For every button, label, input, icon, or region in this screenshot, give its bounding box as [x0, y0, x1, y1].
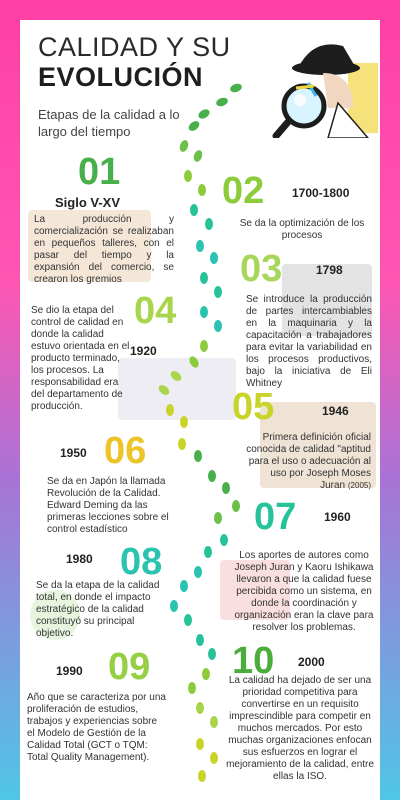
- stage-02-number: 02: [222, 170, 265, 212]
- stage-08-number: 08: [120, 541, 163, 583]
- stage-06-number: 06: [104, 430, 147, 472]
- stage-07-year: 1960: [324, 510, 351, 524]
- stage-04-number: 04: [134, 290, 177, 332]
- stage-08-year: 1980: [66, 552, 93, 566]
- stage-01-number: 01: [78, 151, 121, 193]
- stage-01-text: La producción y comercialización se realizaban en pequeños talleres, con el pasar del tiempo y la expansión del comercio, se crearon los gremios: [34, 214, 174, 285]
- footprint-icon: [196, 702, 204, 714]
- footprint-icon: [194, 450, 202, 462]
- footprint-icon: [205, 218, 213, 230]
- stage-02-year: 1700-1800: [292, 186, 350, 200]
- stage-03-text: Se introduce la producción de partes intercambiables en la maquinaria y la capacitación a trabajadores para evitar la variabilidad en los procesos productivos, bajo la iniciativa de Eli Whitney: [246, 294, 372, 389]
- title-line2: EVOLUCIÓN: [38, 62, 204, 92]
- stage-06-text: Se da en Japón la llamada Revolución de la Calidad. Edward Deming da las primeras lecciones sobre el control estadístico: [47, 476, 169, 535]
- stage-10-year: 2000: [298, 655, 325, 669]
- footprint-icon: [194, 566, 202, 578]
- title-line1: CALIDAD Y SU: [38, 32, 231, 62]
- footprint-icon: [200, 340, 208, 352]
- stage-05-text: [245, 432, 371, 492]
- footprint-icon: [196, 240, 204, 252]
- footprint-icon: [208, 648, 216, 660]
- footprint-icon: [214, 286, 222, 298]
- detective-magnifier-illustration: [268, 28, 378, 138]
- footprint-icon: [198, 184, 206, 196]
- stage-09-number: 09: [108, 646, 151, 688]
- stage-05-note: (2005): [347, 481, 371, 490]
- footprint-icon: [198, 770, 206, 782]
- footprint-icon: [178, 438, 186, 450]
- stage-02-text: Se da la optimización de los procesos: [239, 218, 365, 241]
- footprint-icon: [166, 404, 174, 416]
- footprint-icon: [222, 482, 230, 494]
- footprint-icon: [180, 580, 188, 592]
- stage-09-year: 1990: [56, 664, 83, 678]
- stage-07-text: Los aportes de autores como Joseph Juran y Kaoru Ishikawa llevaron a que la calidad fuese percibida como un sistema, en donde la coordinación y organización eran la clave para resolver los problemas.: [234, 550, 374, 633]
- subtitle: Etapas de la calidad a lo largo del tiempo: [38, 107, 180, 139]
- footprint-icon: [220, 534, 228, 546]
- footprint-icon: [200, 306, 208, 318]
- factory-photo: [118, 358, 236, 420]
- footprint-icon: [214, 320, 222, 332]
- footprint-icon: [184, 614, 192, 626]
- stage-09-text: Año que se caracteriza por una proliferación de estudios, trabajos y experiencias sobre el Modelo de Gestión de la Calidad Total (GCT o TQM: Total Quality Management).: [27, 692, 166, 763]
- footprint-icon: [210, 752, 218, 764]
- footprint-icon: [184, 170, 192, 182]
- footprint-icon: [210, 252, 218, 264]
- footprint-icon: [202, 668, 210, 680]
- stage-07-number: 07: [254, 496, 297, 538]
- stage-01-year: Siglo V-XV: [55, 195, 121, 210]
- footprint-icon: [188, 682, 196, 694]
- footprint-icon: [180, 416, 188, 428]
- footprint-icon: [204, 546, 212, 558]
- footprint-icon: [196, 738, 204, 750]
- footprint-icon: [214, 512, 222, 524]
- stage-03-year: 1798: [316, 263, 343, 277]
- footprint-icon: [190, 204, 198, 216]
- stage-05-number: 05: [232, 386, 275, 428]
- stage-10-number: 10: [232, 640, 275, 682]
- stage-06-year: 1950: [60, 446, 87, 460]
- stage-05-definition: Primera definición oficial conocida de calidad "aptitud para el uso o adecuación al uso por Joseph Moses Juran: [246, 432, 371, 491]
- footprint-icon: [170, 600, 178, 612]
- footprint-icon: [210, 716, 218, 728]
- stage-10-text: La calidad ha dejado de ser una prioridad competitiva para convertirse en un requisito imprescindible para competir en muchos mercados. Por esto muchas organizaciones enfocan sus esfuerzos en lograr el mejoramiento de la calidad, entre ellas la ISO.: [226, 675, 374, 782]
- footprint-icon: [200, 272, 208, 284]
- stage-05-year: 1946: [322, 404, 349, 418]
- stage-08-text: Se da la etapa de la calidad total, en donde el impacto estratégico de la calidad constituyó su principal objetivo.: [36, 580, 160, 639]
- stage-04-text: Se dio la etapa del control de calidad en donde la calidad estuvo orientada en el producto terminado, los procesos. La responsabilidad era del departamento de producción.: [31, 305, 130, 412]
- stage-04-year: 1920: [130, 344, 157, 358]
- footprint-icon: [232, 500, 240, 512]
- footprint-icon: [208, 470, 216, 482]
- stage-03-number: 03: [240, 248, 283, 290]
- footprint-icon: [196, 634, 204, 646]
